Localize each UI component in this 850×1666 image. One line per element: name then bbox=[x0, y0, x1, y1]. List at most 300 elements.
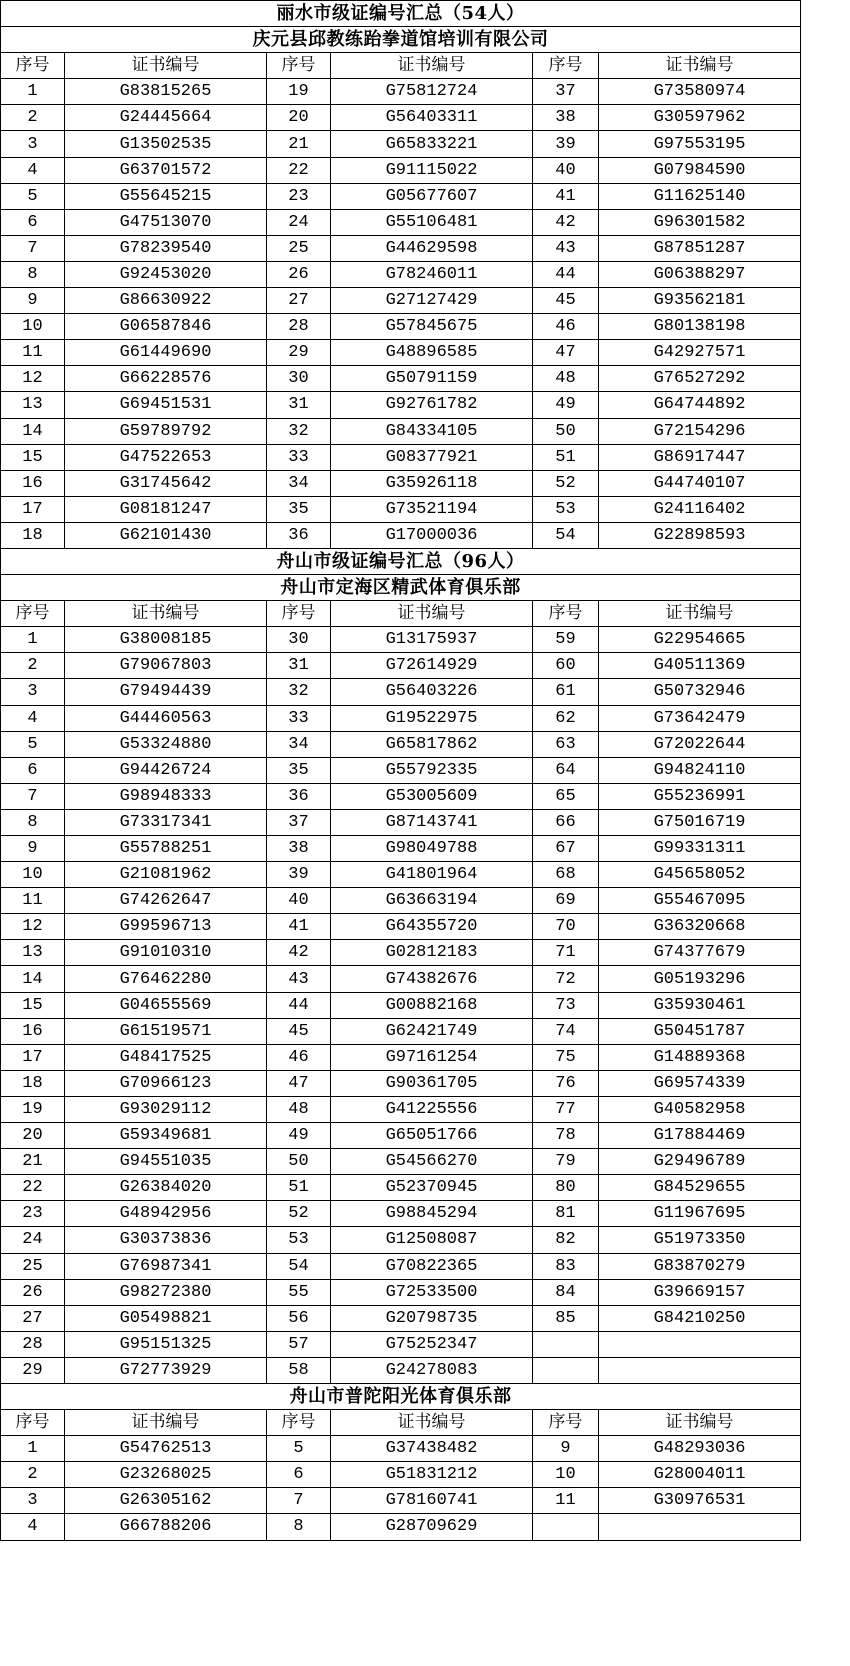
serial-cell: 33 bbox=[267, 705, 331, 731]
serial-cell: 79 bbox=[533, 1149, 599, 1175]
table-row bbox=[1, 1201, 801, 1227]
serial-cell: 40 bbox=[533, 157, 599, 183]
serial-cell: 1 bbox=[1, 79, 65, 105]
certificate-number-cell: G98272380 bbox=[65, 1279, 267, 1305]
serial-cell: 7 bbox=[267, 1488, 331, 1514]
certificate-number-cell: G28709629 bbox=[331, 1514, 533, 1540]
table-row bbox=[1, 679, 801, 705]
certificate-number-cell: G37438482 bbox=[331, 1436, 533, 1462]
serial-cell: 9 bbox=[1, 288, 65, 314]
certificate-number-cell: G83870279 bbox=[599, 1253, 801, 1279]
serial-cell: 54 bbox=[267, 1253, 331, 1279]
serial-cell: 23 bbox=[267, 183, 331, 209]
serial-cell: 29 bbox=[1, 1357, 65, 1383]
serial-cell: 16 bbox=[1, 470, 65, 496]
certificate-number-cell: G97553195 bbox=[599, 131, 801, 157]
certificate-number-cell: G56403311 bbox=[331, 105, 533, 131]
certificate-number-cell: G54762513 bbox=[65, 1436, 267, 1462]
serial-cell: 4 bbox=[1, 157, 65, 183]
serial-cell: 5 bbox=[1, 183, 65, 209]
certificate-number-cell: G76987341 bbox=[65, 1253, 267, 1279]
certificate-number-cell: G44629598 bbox=[331, 235, 533, 261]
certificate-number-cell: G86917447 bbox=[599, 444, 801, 470]
certificate-number-cell: G63701572 bbox=[65, 157, 267, 183]
serial-cell: 34 bbox=[267, 731, 331, 757]
certificate-number-cell: G94426724 bbox=[65, 757, 267, 783]
serial-cell: 18 bbox=[1, 522, 65, 548]
serial-cell: 51 bbox=[267, 1175, 331, 1201]
table-row bbox=[1, 705, 801, 731]
certificate-number-cell: G24116402 bbox=[599, 496, 801, 522]
section-title-row bbox=[1, 1, 801, 27]
certificate-number-cell: G73317341 bbox=[65, 809, 267, 835]
certificate-number-cell: G78239540 bbox=[65, 235, 267, 261]
table-row bbox=[1, 992, 801, 1018]
certificate-number-cell: G27127429 bbox=[331, 288, 533, 314]
certificate-number-cell: G56403226 bbox=[331, 679, 533, 705]
table-row bbox=[1, 209, 801, 235]
table-row bbox=[1, 235, 801, 261]
serial-cell: 8 bbox=[267, 1514, 331, 1540]
serial-cell: 11 bbox=[1, 340, 65, 366]
serial-cell: 4 bbox=[1, 1514, 65, 1540]
certificate-number-cell: G31745642 bbox=[65, 470, 267, 496]
certificate-number-cell: G26384020 bbox=[65, 1175, 267, 1201]
serial-cell: 37 bbox=[267, 809, 331, 835]
certificate-number-cell: G13175937 bbox=[331, 627, 533, 653]
serial-cell: 2 bbox=[1, 1462, 65, 1488]
certificate-number-cell: G24445664 bbox=[65, 105, 267, 131]
certificate-number-cell: G13502535 bbox=[65, 131, 267, 157]
serial-cell: 34 bbox=[267, 470, 331, 496]
table-body bbox=[1, 1, 801, 1541]
serial-cell: 75 bbox=[533, 1044, 599, 1070]
certificate-number-cell: G30373836 bbox=[65, 1227, 267, 1253]
serial-cell: 9 bbox=[1, 836, 65, 862]
certificate-number-cell: G79494439 bbox=[65, 679, 267, 705]
certificate-number-cell: G36320668 bbox=[599, 914, 801, 940]
serial-cell: 26 bbox=[1, 1279, 65, 1305]
serial-cell: 3 bbox=[1, 679, 65, 705]
certificate-number-cell: G86630922 bbox=[65, 288, 267, 314]
certificate-number-cell: G51973350 bbox=[599, 1227, 801, 1253]
certificate-number-cell: G92453020 bbox=[65, 261, 267, 287]
serial-cell: 32 bbox=[267, 679, 331, 705]
serial-cell: 56 bbox=[267, 1305, 331, 1331]
serial-cell: 33 bbox=[267, 444, 331, 470]
serial-cell: 53 bbox=[533, 496, 599, 522]
certificate-number-cell: G84334105 bbox=[331, 418, 533, 444]
serial-cell: 11 bbox=[533, 1488, 599, 1514]
serial-cell: 2 bbox=[1, 105, 65, 131]
serial-cell: 47 bbox=[267, 1070, 331, 1096]
header-serial: 序号 bbox=[267, 601, 331, 627]
header-certificate-number: 证书编号 bbox=[599, 53, 801, 79]
serial-cell bbox=[533, 1331, 599, 1357]
serial-cell: 2 bbox=[1, 653, 65, 679]
club-name-row bbox=[1, 27, 801, 53]
serial-cell: 28 bbox=[267, 314, 331, 340]
serial-cell: 8 bbox=[1, 261, 65, 287]
serial-cell: 49 bbox=[267, 1123, 331, 1149]
certificate-number-cell: G47513070 bbox=[65, 209, 267, 235]
serial-cell: 5 bbox=[1, 731, 65, 757]
table-row bbox=[1, 1018, 801, 1044]
certificate-number-cell: G40511369 bbox=[599, 653, 801, 679]
certificate-number-cell: G41225556 bbox=[331, 1096, 533, 1122]
serial-cell: 26 bbox=[267, 261, 331, 287]
table-row bbox=[1, 340, 801, 366]
serial-cell: 46 bbox=[533, 314, 599, 340]
certificate-number-cell: G23268025 bbox=[65, 1462, 267, 1488]
table-row bbox=[1, 366, 801, 392]
certificate-number-cell: G76527292 bbox=[599, 366, 801, 392]
certificate-number-cell: G57845675 bbox=[331, 314, 533, 340]
certificate-number-cell: G94824110 bbox=[599, 757, 801, 783]
serial-cell: 37 bbox=[533, 79, 599, 105]
serial-cell: 17 bbox=[1, 496, 65, 522]
certificate-number-cell: G48896585 bbox=[331, 340, 533, 366]
certificate-number-cell: G65817862 bbox=[331, 731, 533, 757]
certificate-number-cell: G48417525 bbox=[65, 1044, 267, 1070]
certificate-number-cell: G99596713 bbox=[65, 914, 267, 940]
table-row bbox=[1, 862, 801, 888]
serial-cell: 10 bbox=[1, 862, 65, 888]
table-row bbox=[1, 79, 801, 105]
table-row bbox=[1, 1070, 801, 1096]
section-title-row bbox=[1, 548, 801, 574]
serial-cell: 19 bbox=[267, 79, 331, 105]
serial-cell: 84 bbox=[533, 1279, 599, 1305]
certificate-number-cell: G48293036 bbox=[599, 1436, 801, 1462]
certificate-number-cell: G38008185 bbox=[65, 627, 267, 653]
table-row bbox=[1, 183, 801, 209]
table-row bbox=[1, 1096, 801, 1122]
serial-cell: 4 bbox=[1, 705, 65, 731]
certificate-number-cell: G66228576 bbox=[65, 366, 267, 392]
certificate-number-cell: G75016719 bbox=[599, 809, 801, 835]
certificate-number-cell bbox=[599, 1514, 801, 1540]
serial-cell: 31 bbox=[267, 653, 331, 679]
certificate-number-cell: G24278083 bbox=[331, 1357, 533, 1383]
certificate-number-cell: G11967695 bbox=[599, 1201, 801, 1227]
section-title: 舟山市级证编号汇总（96人） bbox=[1, 548, 801, 574]
certificate-number-cell: G08181247 bbox=[65, 496, 267, 522]
certificate-number-cell: G44460563 bbox=[65, 705, 267, 731]
header-certificate-number: 证书编号 bbox=[65, 1410, 267, 1436]
certificate-number-cell: G55106481 bbox=[331, 209, 533, 235]
club-name: 舟山市普陀阳光体育俱乐部 bbox=[1, 1383, 801, 1409]
table-row bbox=[1, 522, 801, 548]
certificate-number-cell: G65833221 bbox=[331, 131, 533, 157]
serial-cell: 50 bbox=[533, 418, 599, 444]
certificate-number-cell: G06388297 bbox=[599, 261, 801, 287]
certificate-number-cell: G39669157 bbox=[599, 1279, 801, 1305]
serial-cell: 27 bbox=[1, 1305, 65, 1331]
certificate-number-cell: G80138198 bbox=[599, 314, 801, 340]
header-certificate-number: 证书编号 bbox=[331, 601, 533, 627]
serial-cell: 47 bbox=[533, 340, 599, 366]
serial-cell: 12 bbox=[1, 366, 65, 392]
serial-cell: 8 bbox=[1, 809, 65, 835]
header-serial: 序号 bbox=[1, 1410, 65, 1436]
certificate-number-cell: G53324880 bbox=[65, 731, 267, 757]
certificate-number-cell: G90361705 bbox=[331, 1070, 533, 1096]
certificate-number-cell: G72533500 bbox=[331, 1279, 533, 1305]
certificate-number-cell: G84529655 bbox=[599, 1175, 801, 1201]
header-certificate-number: 证书编号 bbox=[599, 1410, 801, 1436]
certificate-number-cell: G00882168 bbox=[331, 992, 533, 1018]
certificate-number-cell: G55645215 bbox=[65, 183, 267, 209]
serial-cell: 11 bbox=[1, 888, 65, 914]
certificate-number-cell: G05498821 bbox=[65, 1305, 267, 1331]
certificate-number-cell: G61519571 bbox=[65, 1018, 267, 1044]
certificate-number-cell: G40582958 bbox=[599, 1096, 801, 1122]
serial-cell: 6 bbox=[1, 209, 65, 235]
certificate-number-cell: G07984590 bbox=[599, 157, 801, 183]
serial-cell: 41 bbox=[533, 183, 599, 209]
serial-cell: 25 bbox=[1, 1253, 65, 1279]
certificate-number-cell: G72154296 bbox=[599, 418, 801, 444]
certificate-number-cell: G45658052 bbox=[599, 862, 801, 888]
table-row bbox=[1, 1488, 801, 1514]
serial-cell: 44 bbox=[267, 992, 331, 1018]
table-row bbox=[1, 783, 801, 809]
header-certificate-number: 证书编号 bbox=[331, 53, 533, 79]
serial-cell: 6 bbox=[267, 1462, 331, 1488]
certificate-number-cell: G48942956 bbox=[65, 1201, 267, 1227]
serial-cell: 35 bbox=[267, 757, 331, 783]
certificate-number-cell: G50451787 bbox=[599, 1018, 801, 1044]
serial-cell: 3 bbox=[1, 1488, 65, 1514]
table-row bbox=[1, 888, 801, 914]
certificate-number-cell: G51831212 bbox=[331, 1462, 533, 1488]
certificate-number-cell: G98049788 bbox=[331, 836, 533, 862]
serial-cell: 46 bbox=[267, 1044, 331, 1070]
serial-cell: 60 bbox=[533, 653, 599, 679]
certificate-number-cell: G61449690 bbox=[65, 340, 267, 366]
certificate-number-cell: G55792335 bbox=[331, 757, 533, 783]
certificate-number-cell: G06587846 bbox=[65, 314, 267, 340]
header-serial: 序号 bbox=[1, 601, 65, 627]
certificate-number-cell: G42927571 bbox=[599, 340, 801, 366]
serial-cell: 61 bbox=[533, 679, 599, 705]
serial-cell: 81 bbox=[533, 1201, 599, 1227]
table-row bbox=[1, 1462, 801, 1488]
certificate-number-cell: G04655569 bbox=[65, 992, 267, 1018]
serial-cell: 13 bbox=[1, 392, 65, 418]
serial-cell: 10 bbox=[533, 1462, 599, 1488]
serial-cell: 28 bbox=[1, 1331, 65, 1357]
certificate-number-cell: G84210250 bbox=[599, 1305, 801, 1331]
serial-cell: 30 bbox=[267, 627, 331, 653]
serial-cell: 69 bbox=[533, 888, 599, 914]
certificate-number-cell: G62101430 bbox=[65, 522, 267, 548]
serial-cell: 62 bbox=[533, 705, 599, 731]
certificate-number-cell: G93562181 bbox=[599, 288, 801, 314]
certificate-number-cell: G02812183 bbox=[331, 940, 533, 966]
table-row bbox=[1, 627, 801, 653]
certificate-number-cell: G17884469 bbox=[599, 1123, 801, 1149]
serial-cell: 54 bbox=[533, 522, 599, 548]
certificate-number-cell: G92761782 bbox=[331, 392, 533, 418]
table-row bbox=[1, 1253, 801, 1279]
certificate-number-cell: G63663194 bbox=[331, 888, 533, 914]
certificate-number-cell: G28004011 bbox=[599, 1462, 801, 1488]
certificate-number-cell: G62421749 bbox=[331, 1018, 533, 1044]
certificate-number-cell: G08377921 bbox=[331, 444, 533, 470]
certificate-number-cell: G30597962 bbox=[599, 105, 801, 131]
table-row bbox=[1, 392, 801, 418]
certificate-number-cell: G78246011 bbox=[331, 261, 533, 287]
certificate-number-cell: G69574339 bbox=[599, 1070, 801, 1096]
table-row bbox=[1, 1436, 801, 1462]
certificate-number-cell: G35930461 bbox=[599, 992, 801, 1018]
certificate-number-cell: G69451531 bbox=[65, 392, 267, 418]
serial-cell: 7 bbox=[1, 783, 65, 809]
table-row bbox=[1, 1514, 801, 1540]
table-row bbox=[1, 470, 801, 496]
column-header-row bbox=[1, 1410, 801, 1436]
serial-cell: 6 bbox=[1, 757, 65, 783]
table-row bbox=[1, 914, 801, 940]
certificate-number-cell: G74262647 bbox=[65, 888, 267, 914]
certificate-number-cell: G87143741 bbox=[331, 809, 533, 835]
serial-cell: 42 bbox=[533, 209, 599, 235]
serial-cell: 63 bbox=[533, 731, 599, 757]
certificate-number-cell: G54566270 bbox=[331, 1149, 533, 1175]
serial-cell: 20 bbox=[1, 1123, 65, 1149]
serial-cell: 38 bbox=[533, 105, 599, 131]
certificate-number-cell: G73580974 bbox=[599, 79, 801, 105]
serial-cell: 76 bbox=[533, 1070, 599, 1096]
certificate-number-cell: G99331311 bbox=[599, 836, 801, 862]
serial-cell: 9 bbox=[533, 1436, 599, 1462]
serial-cell: 10 bbox=[1, 314, 65, 340]
header-certificate-number: 证书编号 bbox=[65, 601, 267, 627]
certificate-number-cell: G98948333 bbox=[65, 783, 267, 809]
certificate-number-cell: G93029112 bbox=[65, 1096, 267, 1122]
table-row bbox=[1, 261, 801, 287]
club-name: 舟山市定海区精武体育俱乐部 bbox=[1, 575, 801, 601]
certificate-number-cell: G64744892 bbox=[599, 392, 801, 418]
certificate-number-cell: G87851287 bbox=[599, 235, 801, 261]
certificate-number-cell: G19522975 bbox=[331, 705, 533, 731]
certificate-number-cell: G91010310 bbox=[65, 940, 267, 966]
serial-cell: 77 bbox=[533, 1096, 599, 1122]
serial-cell: 68 bbox=[533, 862, 599, 888]
serial-cell: 29 bbox=[267, 340, 331, 366]
serial-cell: 21 bbox=[267, 131, 331, 157]
table-row bbox=[1, 940, 801, 966]
certificate-number-cell: G83815265 bbox=[65, 79, 267, 105]
certificate-number-cell: G74377679 bbox=[599, 940, 801, 966]
serial-cell: 21 bbox=[1, 1149, 65, 1175]
serial-cell: 78 bbox=[533, 1123, 599, 1149]
certificate-number-cell: G70966123 bbox=[65, 1070, 267, 1096]
certificate-number-cell: G22954665 bbox=[599, 627, 801, 653]
table-row bbox=[1, 418, 801, 444]
certificate-number-cell: G12508087 bbox=[331, 1227, 533, 1253]
certificate-number-cell: G29496789 bbox=[599, 1149, 801, 1175]
serial-cell: 24 bbox=[267, 209, 331, 235]
serial-cell: 59 bbox=[533, 627, 599, 653]
certificate-number-cell: G95151325 bbox=[65, 1331, 267, 1357]
serial-cell: 36 bbox=[267, 522, 331, 548]
certificate-number-cell: G05193296 bbox=[599, 966, 801, 992]
serial-cell: 30 bbox=[267, 366, 331, 392]
serial-cell: 15 bbox=[1, 992, 65, 1018]
certificate-number-cell: G97161254 bbox=[331, 1044, 533, 1070]
serial-cell: 18 bbox=[1, 1070, 65, 1096]
serial-cell: 14 bbox=[1, 966, 65, 992]
serial-cell: 17 bbox=[1, 1044, 65, 1070]
table-row bbox=[1, 757, 801, 783]
certificate-number-cell: G73642479 bbox=[599, 705, 801, 731]
table-row bbox=[1, 966, 801, 992]
certificate-number-cell: G64355720 bbox=[331, 914, 533, 940]
serial-cell: 80 bbox=[533, 1175, 599, 1201]
certificate-number-cell: G75252347 bbox=[331, 1331, 533, 1357]
column-header-row bbox=[1, 601, 801, 627]
serial-cell: 45 bbox=[267, 1018, 331, 1044]
header-certificate-number: 证书编号 bbox=[65, 53, 267, 79]
serial-cell: 43 bbox=[533, 235, 599, 261]
serial-cell: 41 bbox=[267, 914, 331, 940]
serial-cell: 3 bbox=[1, 131, 65, 157]
table-row bbox=[1, 836, 801, 862]
table-row bbox=[1, 444, 801, 470]
serial-cell: 36 bbox=[267, 783, 331, 809]
serial-cell: 57 bbox=[267, 1331, 331, 1357]
certificate-number-cell: G59789792 bbox=[65, 418, 267, 444]
certificate-number-cell: G50732946 bbox=[599, 679, 801, 705]
table-row bbox=[1, 157, 801, 183]
serial-cell: 64 bbox=[533, 757, 599, 783]
serial-cell: 39 bbox=[533, 131, 599, 157]
certificate-number-cell: G47522653 bbox=[65, 444, 267, 470]
certificate-number-cell: G17000036 bbox=[331, 522, 533, 548]
certificate-number-cell: G76462280 bbox=[65, 966, 267, 992]
certificate-number-cell: G05677607 bbox=[331, 183, 533, 209]
serial-cell: 16 bbox=[1, 1018, 65, 1044]
certificate-number-cell: G30976531 bbox=[599, 1488, 801, 1514]
serial-cell: 1 bbox=[1, 1436, 65, 1462]
header-serial: 序号 bbox=[1, 53, 65, 79]
certificate-number-cell: G66788206 bbox=[65, 1514, 267, 1540]
section-title: 丽水市级证编号汇总（54人） bbox=[1, 1, 801, 27]
certificate-number-cell: G70822365 bbox=[331, 1253, 533, 1279]
certificate-number-cell: G20798735 bbox=[331, 1305, 533, 1331]
serial-cell: 42 bbox=[267, 940, 331, 966]
certificate-number-cell: G96301582 bbox=[599, 209, 801, 235]
serial-cell: 22 bbox=[267, 157, 331, 183]
serial-cell: 32 bbox=[267, 418, 331, 444]
club-name-row bbox=[1, 1383, 801, 1409]
certificate-number-cell: G22898593 bbox=[599, 522, 801, 548]
serial-cell: 44 bbox=[533, 261, 599, 287]
club-name: 庆元县邱教练跆拳道馆培训有限公司 bbox=[1, 27, 801, 53]
serial-cell: 20 bbox=[267, 105, 331, 131]
header-certificate-number: 证书编号 bbox=[331, 1410, 533, 1436]
serial-cell: 48 bbox=[267, 1096, 331, 1122]
certificate-number-cell: G98845294 bbox=[331, 1201, 533, 1227]
serial-cell: 67 bbox=[533, 836, 599, 862]
serial-cell: 71 bbox=[533, 940, 599, 966]
table-row bbox=[1, 1331, 801, 1357]
club-name-row bbox=[1, 575, 801, 601]
certificate-number-cell: G75812724 bbox=[331, 79, 533, 105]
